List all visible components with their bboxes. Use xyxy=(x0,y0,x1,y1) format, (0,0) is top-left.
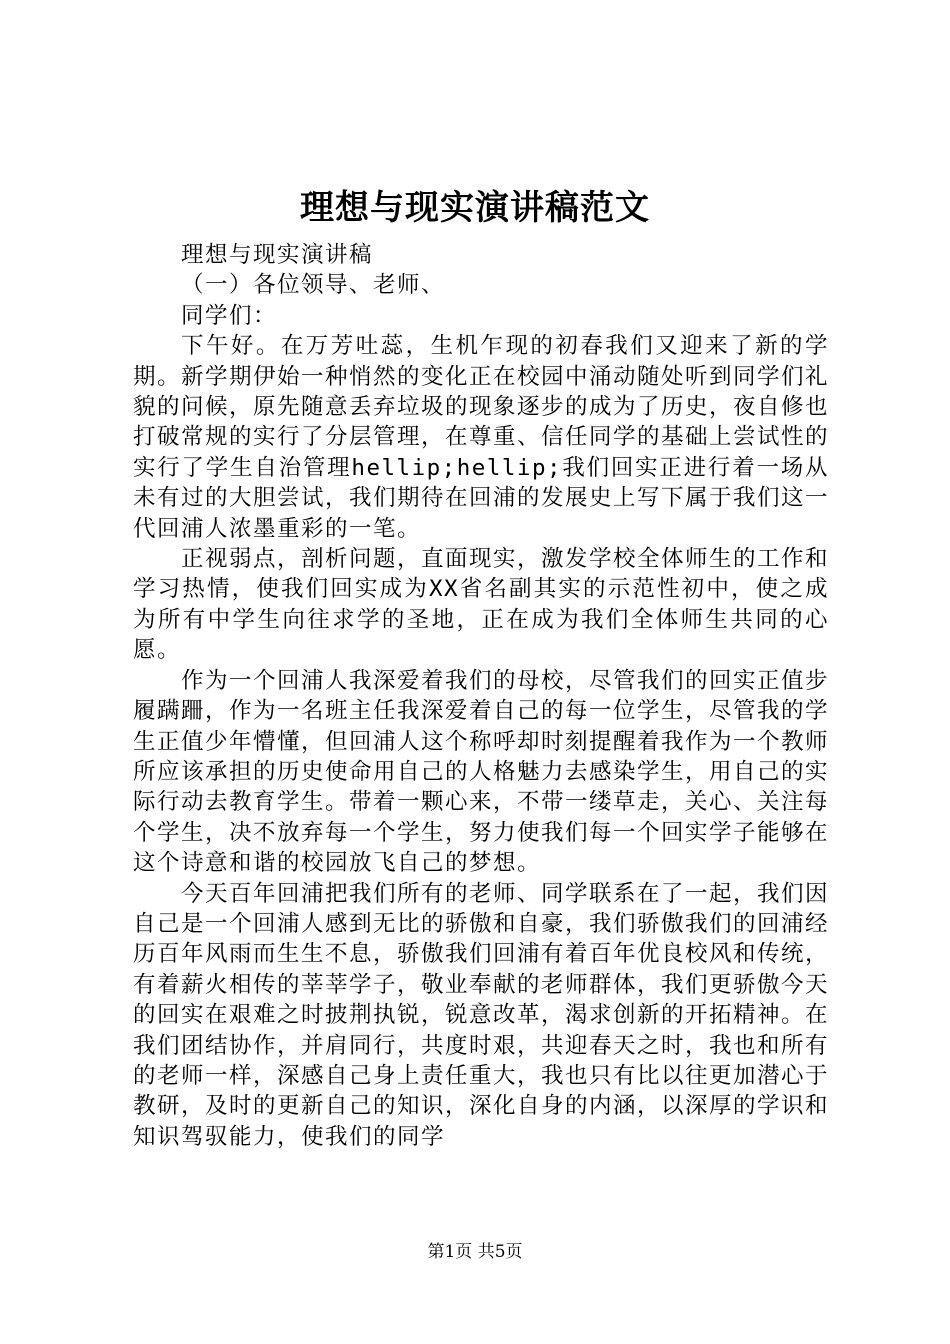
body-paragraph: 下午好。在万芳吐蕊，生机乍现的初春我们又迎来了新的学期。新学期伊始一种悄然的变化正在校园中涌动随处听到同学们礼貌的问候，原先随意丢弃垃圾的现象逐步的成为了历史，夜自修也打破常规的实行了分层管理，在尊重、信任同学的基础上尝试性的实行了学生自治管理hellip;hellip;我们回实正进行着一场从未有过的大胆尝试，我们期待在回浦的发展史上写下属于我们这一代回浦人浓墨重彩的一笔。 xyxy=(133,333,830,542)
page-number-footer: 第1页 共5页 xyxy=(427,1242,523,1262)
body-paragraph: 正视弱点，剖析问题，直面现实，激发学校全体师生的工作和学习热情，使我们回实成为XX省名副其实的示范性初中，使之成为所有中学生向往求学的圣地，正在成为我们全体师生共同的心愿。 xyxy=(133,546,830,664)
subtitle-paragraph: 理想与现实演讲稿 xyxy=(181,242,374,268)
salutation-paragraph: （一）各位领导、老师、 xyxy=(181,272,446,299)
body-paragraph: 作为一个回浦人我深爱着我们的母校，尽管我们的回实正值步履蹒跚，作为一名班主任我深爱着自己的每一位学生，尽管我的学生正值少年懵懂，但回浦人这个称呼却时刻提醒着我作为一个教师所应该承担的历史使命用自己的人格魅力去感染学生，用自己的实际行动去教育学生。带着一颗心来，不带一缕草走，关心、关注每个学生，决不放弃每一个学生，努力使我们每一个回实学子能够在这个诗意和谐的校园放飞自己的梦想。 xyxy=(133,667,830,877)
document-body xyxy=(133,240,829,1152)
salutation-paragraph: 同学们： xyxy=(181,302,278,329)
body-paragraph: 今天百年回浦把我们所有的老师、同学联系在了一起，我们因自己是一个回浦人感到无比的骄傲和自豪，我们骄傲我们的回浦经历百年风雨而生生不息，骄傲我们回浦有着百年优良校风和传统，有着薪火相传的莘莘学子，敬业奉献的老师群体，我们更骄傲今天的回实在艰难之时披荆执锐，锐意改革，渴求创新的开拓精神。在我们团结协作，并肩同行，共度时艰，共迎春天之时，我也和所有的老师一样，深感自己身上责任重大，我也只有比以往更加潜心于教研，及时的更新自己的知识，深化自身的内涵，以深厚的学识和知识驾驭能力，使我们的同学 xyxy=(133,880,830,1150)
document-title: 理想与现实演讲稿范文 xyxy=(300,188,650,228)
